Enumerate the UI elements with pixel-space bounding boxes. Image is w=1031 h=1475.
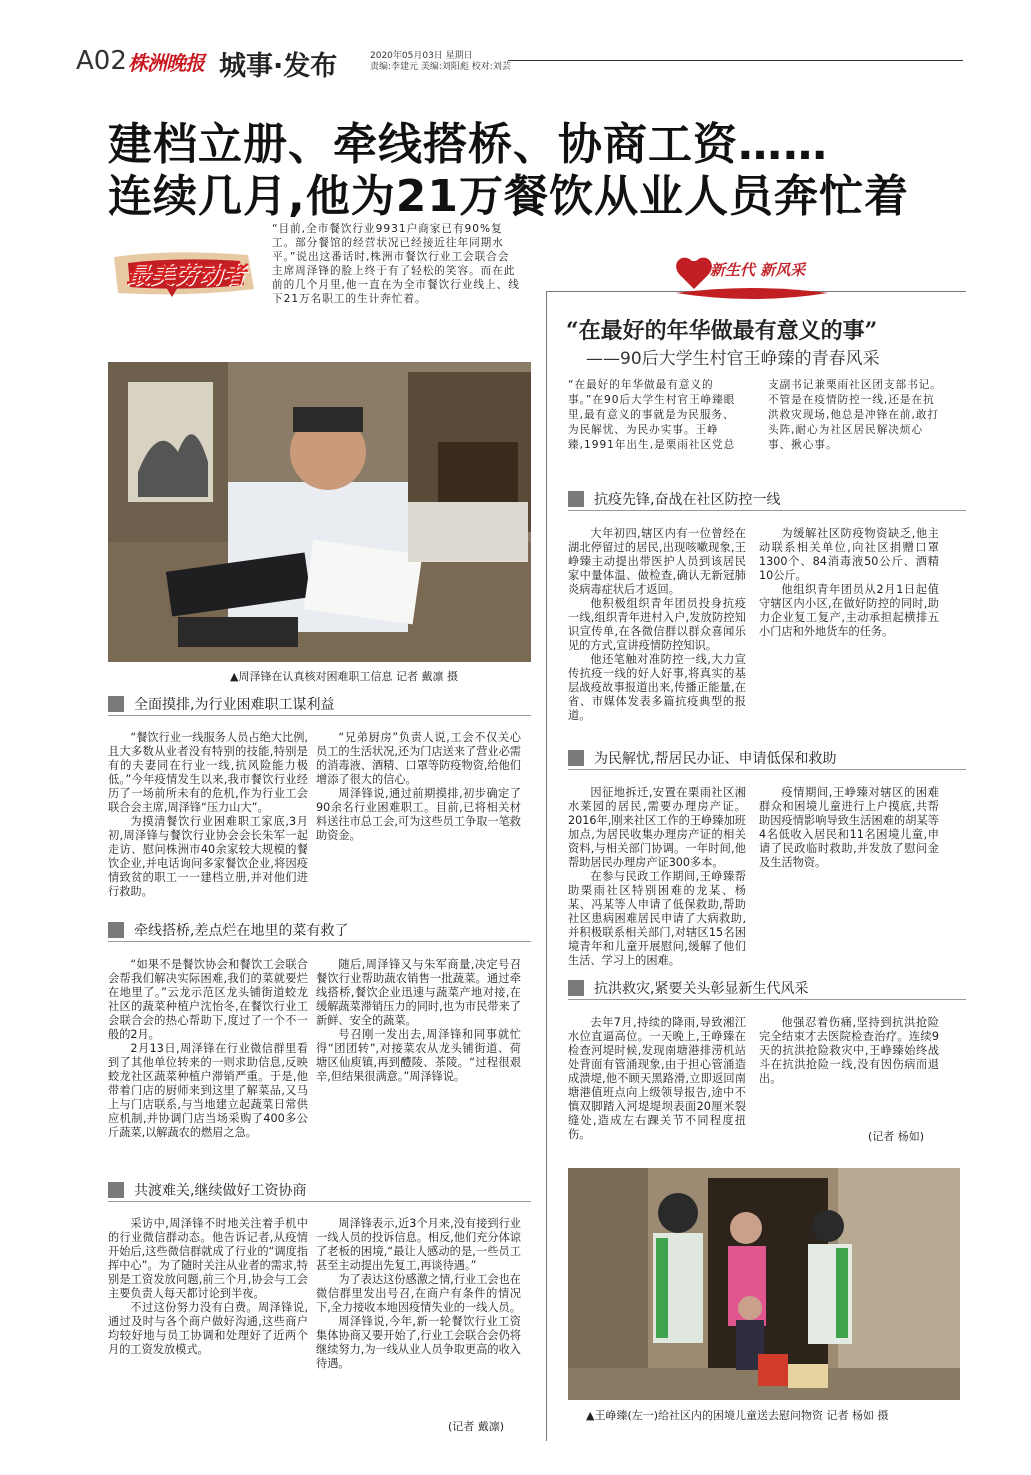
page-number: A02 bbox=[76, 46, 127, 76]
paragraph: 周泽锋表示,近3个月来,没有接到行业一线人员的投诉信息。相反,他们充分体谅了老板的困境,“最让人感动的是,一些员工甚至主动提出先复工,再谈待遇。” bbox=[316, 1217, 521, 1272]
article2-byline: (记者 杨如) bbox=[868, 1130, 925, 1143]
paragraph: 去年7月,持续的降雨,导致湘江水位直逼高位。一天晚上,王峥臻在检查河堤时候,发现南塘港排涝机站处背面有管涌现象,由于担心管涌造成溃堤,他不顾天黑路滑,立即返回南塘港值班点向上级领导报告,途中不慎双脚踏入河堤堤坝表面20厘米裂缝处,造成左右踝关节不同程度扭伤。 bbox=[568, 1016, 746, 1141]
paragraph: 为摸清餐饮行业困难职工家底,3月初,周泽锋与餐饮行业协会会长朱军一起走访、慰问株洲市40余家较大规模的餐饮企业,并电话询问多家餐饮企业,将因疫情致贫的职工一一建档立册,并对他们进行救助。 bbox=[108, 815, 308, 898]
paragraph: 号召刚一发出去,周泽锋和同事就忙得“团团转”,对接菜农从龙头铺街道、荷塘区仙庾镇,再到醴陵、茶陵。“过程很艰辛,但结果很满意。”周泽锋说。 bbox=[316, 1028, 521, 1083]
section-heading-3 bbox=[108, 1178, 531, 1202]
article1-s2-col1 bbox=[108, 958, 308, 1140]
photo-wang-zhengzhen bbox=[568, 1168, 960, 1400]
section-name: 城事·发布 bbox=[219, 51, 338, 82]
article2-s1-col2 bbox=[759, 527, 939, 639]
paragraph: 为缓解社区防疫物资缺乏,他主动联系相关单位,向社区捐赠口罩1300个、84消毒液50公斤、酒精10公斤。 bbox=[759, 527, 939, 582]
photo-illustration bbox=[568, 1168, 960, 1400]
section-marker-icon bbox=[108, 1182, 124, 1198]
section-title: 共渡难关,继续做好工资协商 bbox=[134, 1183, 307, 1199]
column-divider bbox=[546, 291, 547, 1441]
masthead-rule bbox=[508, 60, 963, 61]
model-worker-badge bbox=[108, 249, 258, 297]
editor-credits: 责编:李建元 美编:刘阳彪 校对:刘芸 bbox=[370, 62, 511, 72]
section-heading-1 bbox=[108, 692, 531, 716]
newspaper-logo: 株洲晚报 bbox=[128, 51, 204, 75]
photo-zhou-zefeng bbox=[108, 362, 531, 662]
paragraph: 随后,周泽锋又与朱军商量,决定号召餐饮行业帮助蔬农销售一批蔬菜。通过牵线搭桥,餐饮企业迅速与蔬菜产地对接,在缓解蔬菜滞销压力的同时,也为市民带来了新鲜、安全的蔬菜。 bbox=[316, 958, 521, 1027]
article1-intro: “目前,全市餐饮行业9931户商家已有90%复工。部分餐馆的经营状况已经接近往年同期水平。”说出这番话时,株洲市餐饮行业工会联合会主席周泽锋的脸上终于有了轻松的笑容。而在此前的几个月里,他一直在为全市餐饮行业线上、线下21万名职工的生计奔忙着。 bbox=[272, 223, 520, 305]
article1-s2-col2 bbox=[316, 958, 521, 1084]
photo-illustration bbox=[108, 362, 531, 662]
section-marker-icon bbox=[568, 980, 584, 996]
article1-s1-col2 bbox=[316, 731, 521, 843]
article2-title: “在最好的年华做最有意义的事” bbox=[566, 318, 878, 344]
section-heading-4 bbox=[568, 487, 966, 511]
photo2-caption: ▲王峥臻(左一)给社区内的困境儿童送去慰问物资 记者 杨如 摄 bbox=[586, 1409, 889, 1422]
paragraph: 2月13日,周泽锋在行业微信群里看到了其他单位转来的一则求助信息,反映蛟龙社区蔬菜种植户滞销严重。于是,他带着门店的厨师来到这里了解菜品,又马上与门店联系,与当地建立起蔬菜日常供应机制,并协调门店当场采购了400多公斤蔬菜,以解蔬农的燃眉之急。 bbox=[108, 1042, 308, 1139]
section-marker-icon bbox=[108, 696, 124, 712]
section-title: 抗疫先锋,奋战在社区防控一线 bbox=[594, 492, 781, 508]
paragraph: 他还笔触对准防控一线,大力宣传抗疫一线的好人好事,将真实的基层战疫故事报道出来,传播正能量,在省、市媒体发表多篇抗疫典型的报道。 bbox=[568, 653, 746, 722]
paragraph: 不过这份努力没有白费。周泽锋说,通过及时与各个商户做好沟通,这些商户均较好地与员工协调和处理好了近两个月的工资发放模式。 bbox=[108, 1301, 308, 1356]
article2-s2-col1 bbox=[568, 786, 746, 968]
section-marker-icon bbox=[568, 750, 584, 766]
paragraph: 因征地拆迁,安置在栗雨社区湘水莱园的居民,需要办理房产证。2016年,刚来社区工作的王峥臻加班加点,为居民收集办理房产证的相关资料,与相关部门协调。一年时间,他帮助居民办理房产证300多本。 bbox=[568, 786, 746, 869]
headline-line-2: 连续几月,他为21万餐饮从业人员奔忙着 bbox=[108, 171, 909, 222]
issue-date: 2020年05月03日 星期日 bbox=[370, 51, 473, 61]
section-title: 牵线搭桥,差点烂在地里的菜有救了 bbox=[134, 923, 349, 939]
article1-byline: (记者 戴凛) bbox=[448, 1420, 505, 1433]
paragraph: 在参与民政工作期间,王峥臻帮助栗雨社区特别困难的龙某、杨某、冯某等人申请了低保救助,帮助社区患病困难居民申请了大病救助,并积极联系相关部门,对辖区15名困境青年和儿童开展慰问,缓解了他们生活、学习上的困难。 bbox=[568, 870, 746, 967]
badge-label: 最美劳动者 bbox=[126, 261, 246, 289]
paragraph: 疫情期间,王峥臻对辖区的困难群众和困境儿童进行上户摸底,共帮助因疫情影响导致生活困难的胡某等4名低收入居民和11名困境儿童,申请了民政临时救助,并发放了慰问金及生活物资。 bbox=[759, 786, 939, 869]
section-title: 抗洪救灾,紧要关头彰显新生代风采 bbox=[594, 981, 809, 997]
paragraph: 他积极组织青年团员投身抗疫一线,组织青年进村入户,发放防控知识宣传单,在各微信群以群众喜闻乐见的方式,宣讲疫情防控知识。 bbox=[568, 597, 746, 652]
article2-s3-col1 bbox=[568, 1016, 746, 1142]
badge-label: 新生代 新风采 bbox=[710, 261, 806, 279]
paragraph: 他组织青年团员从2月1日起值守辖区内小区,在做好防控的同时,助力企业复工复产,主动承担起横排五小门店和外地货车的任务。 bbox=[759, 583, 939, 638]
article2-intro: “在最好的年华做最有意义的事。”在90后大学生村官王峥臻眼里,最有意义的事就是为民服务、为民解忧、为民办实事。王峥臻,1991年出生,是栗雨社区党总支副书记兼栗雨社区团支部书记。不管是在疫情防控一线,还是在抗洪救灾现场,他总是冲锋在前,敢打头阵,耐心为社区居民解决烦心事、揪心事。 bbox=[568, 379, 942, 451]
paragraph: 周泽锋说,通过前期摸排,初步确定了90余名行业困难职工。目前,已将相关材料送往市总工会,可为这些员工争取一笔救助资金。 bbox=[316, 787, 521, 842]
paragraph: 大年初四,辖区内有一位曾经在湖北停留过的居民,出现咳嗽现象,王峥臻主动提出带医护人员到该居民家中量体温、做检查,确认无新冠肺炎病毒症状后才返回。 bbox=[568, 527, 746, 596]
article2-s2-col2 bbox=[759, 786, 939, 870]
paragraph: “如果不是餐饮协会和餐饮工会联合会帮我们解决实际困难,我们的菜就要烂在地里了。”云龙示范区龙头铺街道蛟龙社区的蔬菜种植户沈怡冬,在餐饮行业工会联合会的热心帮助下,度过了一个不一般的2月。 bbox=[108, 958, 308, 1041]
article2-s3-col2 bbox=[759, 1016, 939, 1086]
article1-s3-col1 bbox=[108, 1217, 308, 1357]
article1-s1-col1 bbox=[108, 731, 308, 899]
section-heading-5 bbox=[568, 746, 966, 770]
article2-s1-col1 bbox=[568, 527, 746, 723]
photo1-caption: ▲周泽锋在认真核对困难职工信息 记者 戴凛 摄 bbox=[230, 670, 458, 683]
section-title: 为民解忧,帮居民办证、申请低保和救助 bbox=[594, 751, 837, 767]
section-marker-icon bbox=[568, 491, 584, 507]
section-heading-2 bbox=[108, 918, 531, 942]
headline-line-1: 建档立册、牵线搭桥、协商工资…… bbox=[108, 119, 828, 170]
section-title: 全面摸排,为行业困难职工谋利益 bbox=[134, 697, 335, 713]
article1-s3-col2 bbox=[316, 1217, 521, 1371]
section-marker-icon bbox=[108, 922, 124, 938]
paragraph: 周泽锋说,今年,新一轮餐饮行业工资集体协商又要开始了,行业工会联合会仍将继续努力,为一线从业人员争取更高的收入待遇。 bbox=[316, 1315, 521, 1370]
paragraph: 他强忍着伤痛,坚持到抗洪抢险完全结束才去医院检查治疗。连续9天的抗洪抢险救灾中,王峥臻始终战斗在抗洪抢险一线,没有因伤病而退出。 bbox=[759, 1016, 939, 1085]
new-generation-badge bbox=[672, 253, 832, 305]
paragraph: 为了表达这份感激之情,行业工会也在微信群里发出号召,在商户有条件的情况下,全力接收本地因疫情失业的一线人员。 bbox=[316, 1273, 521, 1314]
paragraph: “餐饮行业一线服务人员占绝大比例,且大多数从业者没有特别的技能,特别是有的夫妻同在行业一线,抗风险能力极低。”今年疫情发生以来,我市餐饮行业经历了一场前所未有的危机,作为行业工会联合会主席,周泽锋“压力山大”。 bbox=[108, 731, 308, 814]
paragraph: 采访中,周泽锋不时地关注着手机中的行业微信群动态。他告诉记者,从疫情开始后,这些微信群就成了行业的“调度指挥中心”。为了随时关注从业者的需求,特别是工资发放问题,前三个月,协会与工会主要负责人每天都讨论到半夜。 bbox=[108, 1217, 308, 1300]
section-heading-6 bbox=[568, 976, 966, 1000]
paragraph: “兄弟厨房”负责人说,工会不仅关心员工的生活状况,还为门店送来了营业必需的消毒液、酒精、口罩等防疫物资,给他们增添了很大的信心。 bbox=[316, 731, 521, 786]
article2-subtitle: ——90后大学生村官王峥臻的青春风采 bbox=[586, 349, 880, 369]
